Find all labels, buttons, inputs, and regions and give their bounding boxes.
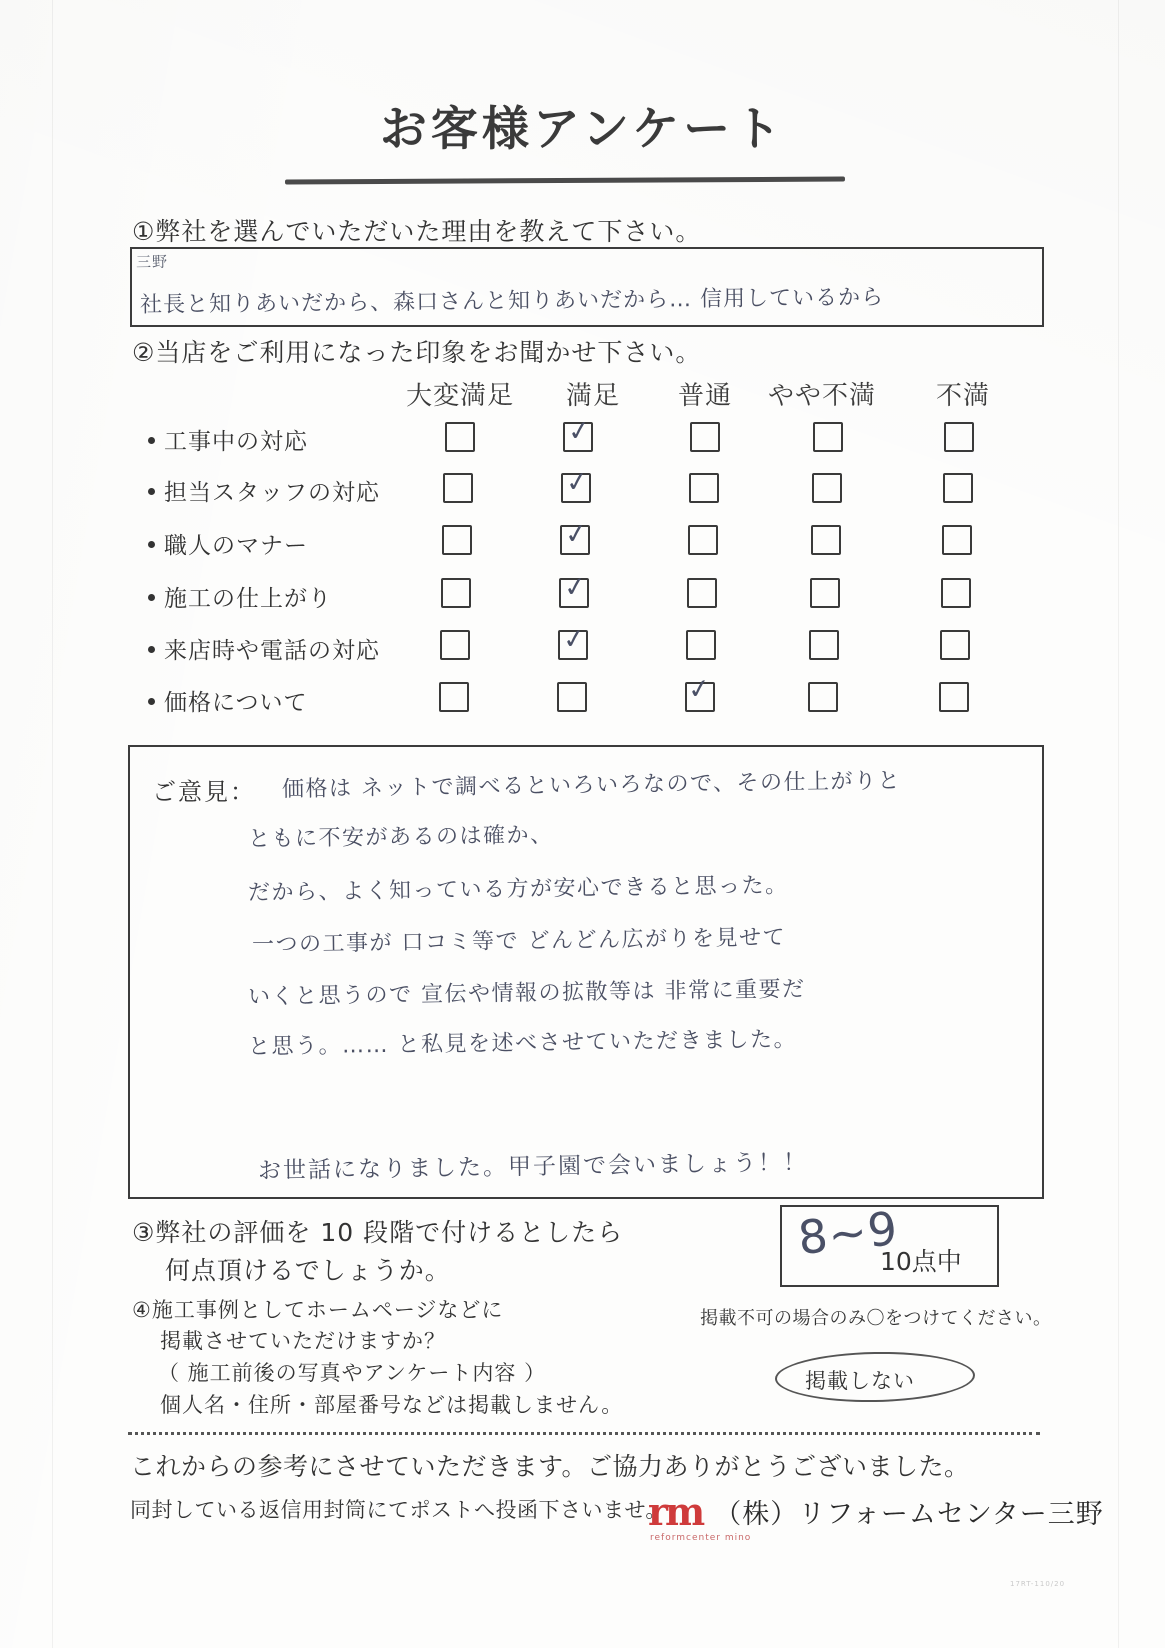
checkbox-r4-c2[interactable]	[686, 630, 716, 660]
checkmark-r0-c1: ✓	[565, 414, 593, 449]
checkbox-r2-c0[interactable]	[442, 525, 472, 555]
question-4-line2: 掲載させていただけますか？	[160, 1329, 446, 1353]
row-label-text-4: 来店時や電話の対応	[164, 638, 380, 664]
checkbox-r3-c4[interactable]	[941, 578, 971, 608]
checkbox-r0-c4[interactable]	[944, 422, 974, 452]
row-label-text-0: 工事中の対応	[164, 429, 308, 455]
logo-subtext: reformcenter mino	[650, 1533, 752, 1543]
checkbox-r5-c2[interactable]	[685, 682, 715, 712]
checkbox-r2-c3[interactable]	[811, 525, 841, 555]
row-label-text-3: 施工の仕上がり	[164, 586, 332, 612]
bullet-icon	[148, 646, 155, 653]
checkmark-r5-c2: ✓	[685, 672, 713, 707]
row-label-4	[148, 632, 380, 665]
question-4-line1: ④施工事例としてホームページなどに	[132, 1298, 504, 1322]
row-label-text-5: 価格について	[164, 690, 308, 716]
checkbox-r2-c4[interactable]	[942, 525, 972, 555]
page-title	[0, 92, 1165, 159]
checkbox-r0-c2[interactable]	[690, 422, 720, 452]
bullet-icon	[148, 594, 155, 601]
checkbox-r0-c0[interactable]	[445, 422, 475, 452]
checkbox-r1-c4[interactable]	[943, 473, 973, 503]
checkbox-r5-c0[interactable]	[439, 682, 469, 712]
row-label-0	[148, 423, 308, 456]
logo-mark: rm	[648, 1488, 703, 1534]
checkbox-r4-c1[interactable]	[558, 630, 588, 660]
checkmark-r3-c1: ✓	[561, 570, 589, 605]
print-code: 17RT-110/20	[1010, 1580, 1066, 1588]
question-1-label: ①弊社を選んでいただいた理由を教えて下さい。	[132, 217, 702, 246]
checkbox-r2-c2[interactable]	[688, 525, 718, 555]
checkmark-r2-c1: ✓	[562, 517, 590, 552]
score-handwritten: 8~9	[795, 1200, 901, 1266]
row-label-2	[148, 527, 308, 560]
checkbox-r1-c2[interactable]	[689, 473, 719, 503]
publish-note: 掲載不可の場合のみ〇をつけてください。	[700, 1308, 1052, 1329]
checkbox-r4-c3[interactable]	[809, 630, 839, 660]
checkbox-r4-c4[interactable]	[940, 630, 970, 660]
checkbox-r2-c1[interactable]	[560, 525, 590, 555]
checkbox-r0-c3[interactable]	[813, 422, 843, 452]
comment-label: ご意見：	[152, 778, 256, 806]
checkbox-r3-c1[interactable]	[559, 578, 589, 608]
comment-line-1: ともに不安があるのは確か、	[247, 822, 554, 853]
score-unit-label: 10点中	[880, 1247, 962, 1276]
question-1-answer-text: 社長と知りあいだから、森口さんと知りあいだから… 信用しているから	[139, 285, 885, 318]
question-4-line4: 個人名・住所・部屋番号などは掲載しません。	[160, 1393, 624, 1417]
bullet-icon	[148, 437, 155, 444]
comment-line-5: と思う。…… と私見を述べさせていただきました。	[247, 1027, 798, 1060]
comment-line-3: 一つの工事が 口コミ等で どんどん広がりを見せて	[251, 925, 787, 958]
column-header-3: やや不満	[767, 380, 877, 412]
bullet-icon	[148, 541, 155, 548]
question-3-line2: 何点頂けるでしょうか。	[165, 1256, 451, 1285]
footer-instruction: 同封している返信用封筒にてポストへ投函下さいませ。	[130, 1498, 667, 1522]
bullet-icon	[148, 698, 155, 705]
title-underline	[285, 177, 845, 185]
comment-line-2: だから、よく知っている方が安心できると思った。	[247, 873, 789, 906]
company-name: （株）リフォームセンター三野	[714, 1499, 1104, 1530]
question-3-line1: ③弊社の評価を 10 段階で付けるとしたら	[132, 1218, 624, 1247]
company-logo	[648, 1488, 1104, 1534]
row-label-5	[148, 684, 308, 717]
row-label-text-1: 担当スタッフの対応	[164, 480, 380, 506]
checkbox-r3-c3[interactable]	[810, 578, 840, 608]
bullet-icon	[148, 488, 155, 495]
checkmark-r1-c1: ✓	[563, 465, 591, 500]
comment-line-0: 価格は ネットで調べるといろいろなので、その仕上がりと	[281, 768, 902, 803]
no-publish-label: 掲載しない	[805, 1369, 915, 1393]
page-edge-right	[1118, 0, 1119, 1648]
comment-box	[128, 745, 1044, 1199]
question-4-line3: （ 施工前後の写真やアンケート内容 ）	[158, 1361, 547, 1385]
comment-closing: お世話になりました。甲子園で会いましょう！！	[257, 1149, 809, 1185]
row-label-text-2: 職人のマナー	[164, 533, 308, 559]
column-header-0: 大変満足	[405, 380, 515, 412]
checkbox-r5-c3[interactable]	[808, 682, 838, 712]
column-header-4: 不満	[935, 380, 991, 412]
checkbox-r1-c0[interactable]	[443, 473, 473, 503]
checkmark-r4-c1: ✓	[560, 622, 588, 657]
checkbox-r3-c0[interactable]	[441, 578, 471, 608]
page-title-text: お客様アンケート	[379, 102, 786, 157]
checkbox-r5-c1[interactable]	[557, 682, 587, 712]
checkbox-r1-c3[interactable]	[812, 473, 842, 503]
footer-thanks: これからの参考にさせていただきます。ご協力ありがとうございました。	[130, 1452, 970, 1481]
checkbox-r3-c2[interactable]	[687, 578, 717, 608]
checkbox-r1-c1[interactable]	[561, 473, 591, 503]
footer-divider	[128, 1432, 1040, 1435]
row-label-1	[148, 474, 380, 507]
question-1-answer-small: 三野	[135, 252, 169, 272]
row-label-3	[148, 580, 332, 613]
question-2-label: ②当店をご利用になった印象をお聞かせ下さい。	[132, 338, 702, 367]
checkbox-r5-c4[interactable]	[939, 682, 969, 712]
comment-line-4: いくと思うので 宣伝や情報の拡散等は 非常に重要だ	[247, 977, 806, 1010]
page-edge-left	[52, 0, 53, 1648]
checkbox-r4-c0[interactable]	[440, 630, 470, 660]
column-header-1: 満足	[565, 380, 621, 412]
checkbox-r0-c1[interactable]	[563, 422, 593, 452]
column-header-2: 普通	[677, 380, 733, 412]
